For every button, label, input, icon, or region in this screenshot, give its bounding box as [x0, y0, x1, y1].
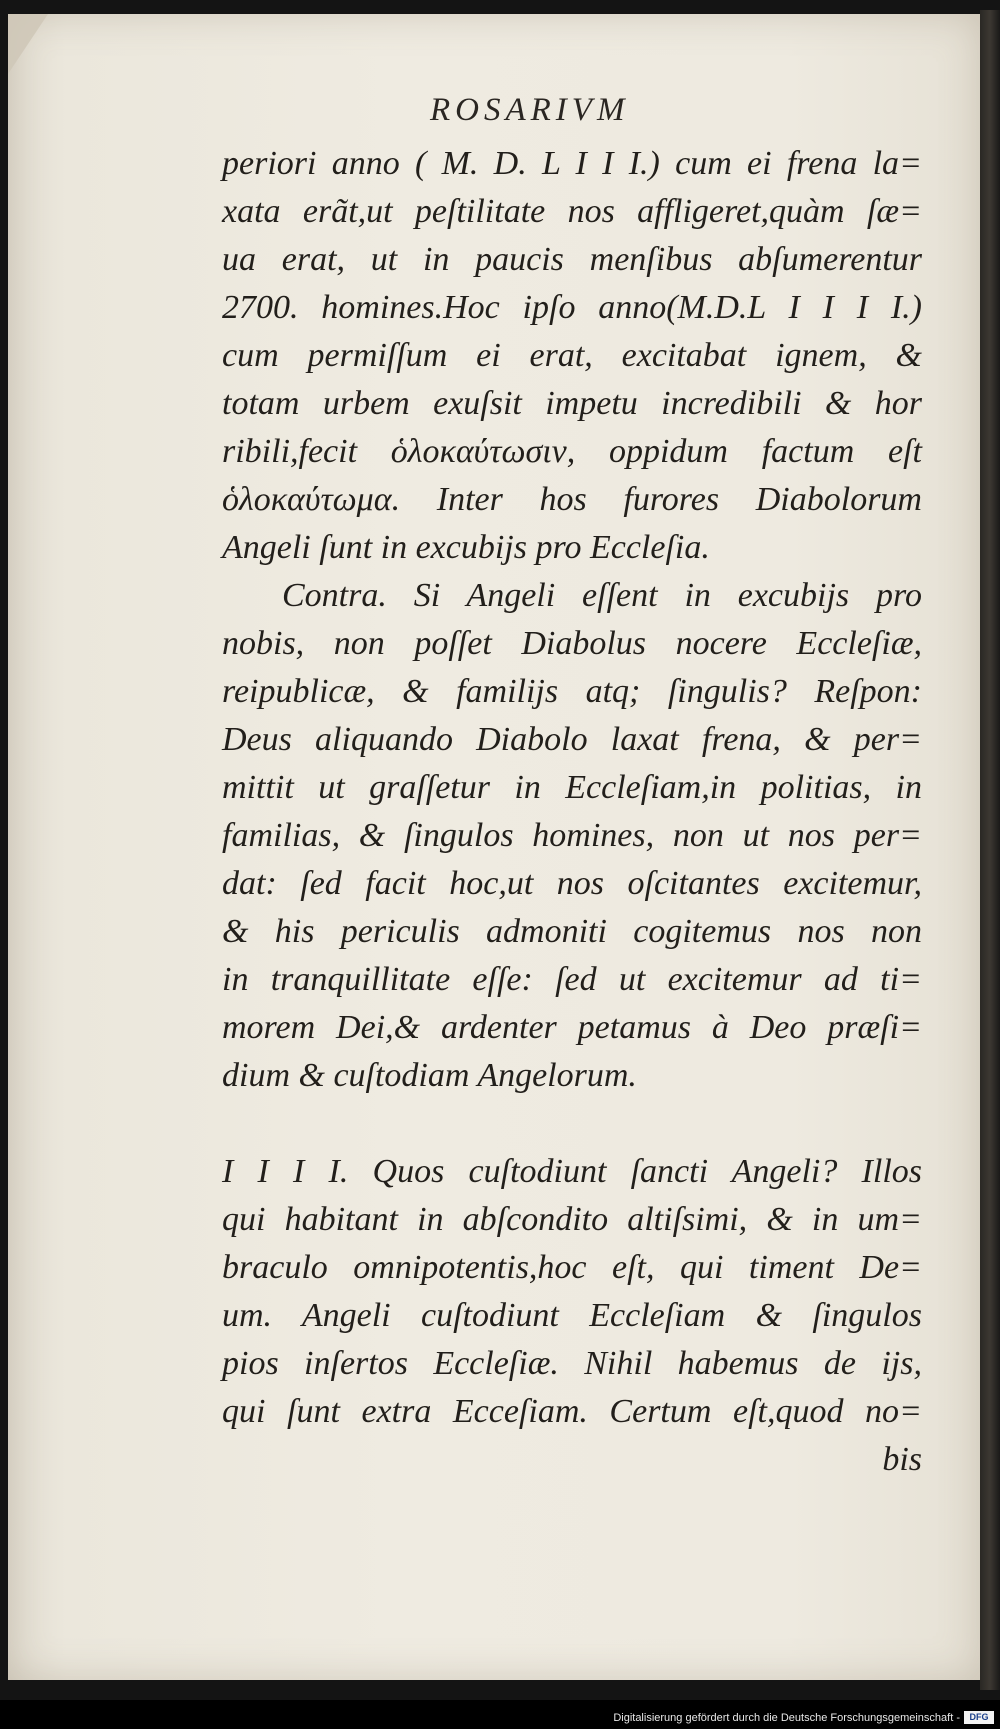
text-line: pios inſertos Eccleſiæ. Nihil habemus de ijs, [222, 1345, 922, 1382]
text-line: familias, & ſingulos homines, non ut nos per= [222, 817, 922, 854]
catchword: bis [882, 1441, 922, 1478]
text-line: mittit ut graſſetur in Eccleſiam,in politias, in [222, 769, 922, 806]
running-head: ROSARIVM [430, 92, 630, 128]
text-line: dium & cuſtodiam Angelorum. [222, 1057, 637, 1094]
text-line: xata erãt,ut peſtilitate nos affligeret,quàm ſæ= [222, 193, 922, 230]
text-line: in tranquillitate eſſe: ſed ut excitemur ad ti= [222, 961, 922, 998]
paragraph-gap [222, 1100, 922, 1148]
text-line: I I I I. Quos cuſtodiunt ſancti Angeli? Illos [222, 1153, 922, 1190]
text-line: qui ſunt extra Ecceſiam. Certum eſt,quod no= [222, 1393, 922, 1430]
text-line: qui habitant in abſcondito altiſsimi, & in um= [222, 1201, 922, 1238]
dfg-logo: DFG [964, 1711, 994, 1724]
book-edge [980, 10, 1000, 1690]
text-line: ua erat, ut in paucis menſibus abſumerentur [222, 241, 922, 278]
text-line: Contra. Si Angeli eſſent in excubijs pro [282, 577, 922, 614]
text-line: Angeli ſunt in excubijs pro Eccleſia. [222, 529, 710, 566]
text-line: dat: ſed facit hoc,ut nos oſcitantes excitemur, [222, 865, 922, 902]
text-line: & his periculis admoniti cogitemus nos non [222, 913, 922, 950]
paragraph-1 [222, 140, 922, 572]
text-line: reipublicæ, & familijs atq; ſingulis? Reſpon: [222, 673, 922, 710]
text-line: ὁλοκαύτωμα. Inter hos furores Diabolorum [222, 481, 922, 518]
paragraph-2 [222, 572, 922, 1100]
text-line: cum permiſſum ei erat, excitabat ignem, & [222, 337, 922, 374]
text-line: ribili,fecit ὁλοκαύτωσιν, oppidum factum eſt [222, 433, 922, 470]
page-corner-fold [8, 14, 48, 74]
digitization-credit: Digitalisierung gefördert durch die Deutsche Forschungsgemeinschaft - [613, 1712, 960, 1724]
paragraph-3 [222, 1148, 922, 1436]
text-line: totam urbem exuſsit impetu incredibili & hor [222, 385, 922, 422]
text-line: um. Angeli cuſtodiunt Eccleſiam & ſingulos [222, 1297, 922, 1334]
text-line: nobis, non poſſet Diabolus nocere Eccleſiæ, [222, 625, 922, 662]
text-line: morem Dei,& ardenter petamus à Deo præſi= [222, 1009, 922, 1046]
text-line: braculo omnipotentis,hoc eſt, qui timent De= [222, 1249, 922, 1286]
text-line: 2700. homines.Hoc ipſo anno(M.D.L I I I I.) [222, 289, 922, 326]
text-block [222, 140, 922, 1484]
text-line: Deus aliquando Diabolo laxat frena, & per= [222, 721, 922, 758]
text-line: periori anno ( M. D. L I I I.) cum ei frena la= [222, 145, 922, 182]
